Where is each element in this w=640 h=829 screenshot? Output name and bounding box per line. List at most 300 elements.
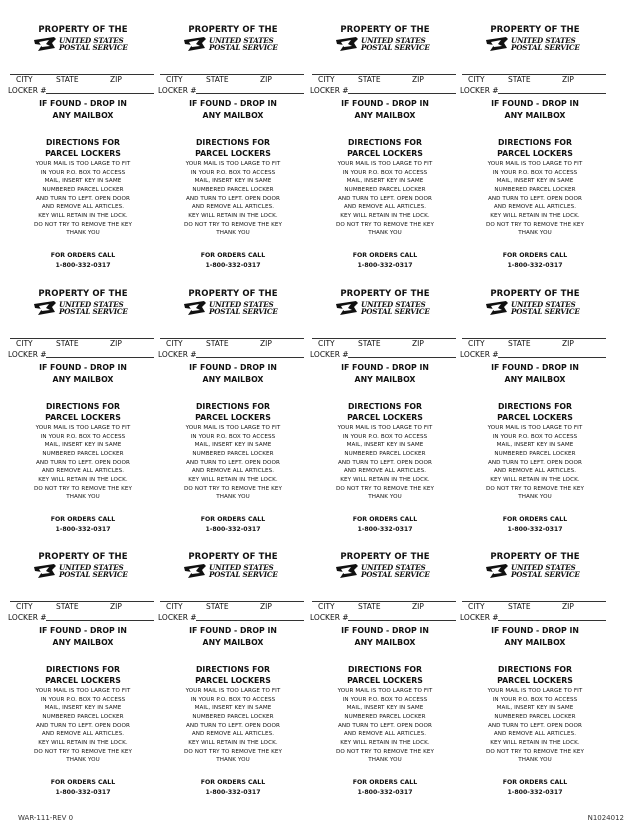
usps-logo xyxy=(34,563,132,579)
usps-logo xyxy=(184,36,282,52)
order-info xyxy=(310,778,460,798)
body-line: DO NOT TRY TO REMOVE THE KEY xyxy=(183,221,283,228)
zip-label: ZIP xyxy=(260,75,272,84)
if-found-line-2: ANY MAILBOX xyxy=(504,375,566,384)
eagle-icon xyxy=(486,301,508,315)
logo-line-2: POSTAL SERVICE xyxy=(209,307,278,316)
logo-line-1: UNITED STATES xyxy=(361,300,426,309)
parcel-locker-tag xyxy=(8,552,158,814)
order-label: FOR ORDERS CALL xyxy=(200,252,266,259)
city-state-zip-labels xyxy=(310,339,460,349)
directions-body xyxy=(310,160,460,238)
city-label: CITY xyxy=(468,602,485,611)
body-line: KEY WILL RETAIN IN THE LOCK. xyxy=(340,739,430,746)
locker-label: LOCKER # xyxy=(158,613,197,622)
city-label: CITY xyxy=(16,339,33,348)
locker-label: LOCKER # xyxy=(460,86,499,95)
body-line: THANK YOU xyxy=(368,494,402,501)
directions-heading xyxy=(310,664,460,686)
zip-label: ZIP xyxy=(412,602,424,611)
directions-body xyxy=(158,160,308,238)
city-label: CITY xyxy=(318,602,335,611)
city-label: CITY xyxy=(468,75,485,84)
locker-underline xyxy=(498,620,606,621)
body-line: KEY WILL RETAIN IN THE LOCK. xyxy=(38,212,128,219)
directions-heading xyxy=(8,401,158,423)
eagle-icon xyxy=(184,37,206,51)
state-label: STATE xyxy=(56,602,79,611)
body-line: YOUR MAIL IS TOO LARGE TO FIT xyxy=(337,425,433,431)
body-line: DO NOT TRY TO REMOVE THE KEY xyxy=(335,485,435,492)
directions-line-2: PARCEL LOCKERS xyxy=(497,413,573,422)
body-line: IN YOUR P.O. BOX TO ACCESS xyxy=(190,696,276,703)
body-line: THANK YOU xyxy=(66,757,100,764)
logo-line-1: UNITED STATES xyxy=(209,563,274,572)
if-found-notice xyxy=(460,625,610,649)
if-found-notice xyxy=(158,625,308,649)
logo-line-2: POSTAL SERVICE xyxy=(59,43,128,52)
order-info xyxy=(310,251,460,271)
body-line: NUMBERED PARCEL LOCKER xyxy=(192,186,274,193)
body-line: THANK YOU xyxy=(368,230,402,237)
body-line: IN YOUR P.O. BOX TO ACCESS xyxy=(492,696,578,703)
parcel-locker-tag xyxy=(158,25,308,287)
body-line: NUMBERED PARCEL LOCKER xyxy=(192,713,274,720)
logo-line-1: UNITED STATES xyxy=(209,300,274,309)
directions-body xyxy=(460,160,610,238)
body-line: YOUR MAIL IS TOO LARGE TO FIT xyxy=(487,688,583,694)
order-phone: 1-800-332-0317 xyxy=(205,262,261,269)
body-line: KEY WILL RETAIN IN THE LOCK. xyxy=(490,476,580,483)
locker-underline xyxy=(196,620,304,621)
body-line: DO NOT TRY TO REMOVE THE KEY xyxy=(335,748,435,755)
locker-underline xyxy=(46,93,154,94)
if-found-line-2: ANY MAILBOX xyxy=(354,375,416,384)
body-line: AND REMOVE ALL ARTICLES. xyxy=(343,731,427,738)
order-phone: 1-800-332-0317 xyxy=(507,789,563,796)
body-line: AND REMOVE ALL ARTICLES. xyxy=(41,731,125,738)
locker-underline xyxy=(498,357,606,358)
if-found-notice xyxy=(310,362,460,386)
directions-line-1: DIRECTIONS FOR xyxy=(45,138,121,147)
print-code: N1024012 xyxy=(587,814,624,822)
order-info xyxy=(460,778,610,798)
body-line: MAIL, INSERT KEY IN SAME xyxy=(346,442,424,449)
order-info xyxy=(310,515,460,535)
usps-logo xyxy=(184,563,282,579)
city-label: CITY xyxy=(468,339,485,348)
usps-logo xyxy=(336,300,434,316)
directions-body xyxy=(310,687,460,765)
parcel-locker-tag xyxy=(158,552,308,814)
body-line: IN YOUR P.O. BOX TO ACCESS xyxy=(342,696,428,703)
body-line: AND TURN TO LEFT. OPEN DOOR xyxy=(487,459,583,466)
if-found-line-1: IF FOUND - DROP IN xyxy=(189,363,277,372)
order-label: FOR ORDERS CALL xyxy=(200,516,266,523)
logo-line-1: UNITED STATES xyxy=(59,563,124,572)
directions-line-1: DIRECTIONS FOR xyxy=(347,138,423,147)
body-line: YOUR MAIL IS TOO LARGE TO FIT xyxy=(35,161,131,167)
body-line: YOUR MAIL IS TOO LARGE TO FIT xyxy=(487,161,583,167)
body-line: AND TURN TO LEFT. OPEN DOOR xyxy=(35,459,131,466)
body-line: AND TURN TO LEFT. OPEN DOOR xyxy=(185,459,281,466)
body-line: IN YOUR P.O. BOX TO ACCESS xyxy=(190,433,276,440)
locker-label: LOCKER # xyxy=(310,350,349,359)
directions-body xyxy=(158,424,308,502)
parcel-locker-tag xyxy=(8,25,158,287)
city-state-zip-labels xyxy=(8,75,158,85)
body-line: AND TURN TO LEFT. OPEN DOOR xyxy=(185,195,281,202)
order-info xyxy=(158,778,308,798)
city-label: CITY xyxy=(318,75,335,84)
body-line: THANK YOU xyxy=(66,230,100,237)
if-found-line-1: IF FOUND - DROP IN xyxy=(39,99,127,108)
property-label: PROPERTY OF THE xyxy=(38,25,128,35)
if-found-notice xyxy=(8,625,158,649)
eagle-icon xyxy=(486,37,508,51)
body-line: NUMBERED PARCEL LOCKER xyxy=(42,186,124,193)
body-line: AND TURN TO LEFT. OPEN DOOR xyxy=(487,195,583,202)
body-line: KEY WILL RETAIN IN THE LOCK. xyxy=(490,739,580,746)
body-line: IN YOUR P.O. BOX TO ACCESS xyxy=(492,433,578,440)
directions-line-1: DIRECTIONS FOR xyxy=(497,402,573,411)
state-label: STATE xyxy=(56,339,79,348)
city-label: CITY xyxy=(16,75,33,84)
order-phone: 1-800-332-0317 xyxy=(357,262,413,269)
body-line: KEY WILL RETAIN IN THE LOCK. xyxy=(188,476,278,483)
body-line: IN YOUR P.O. BOX TO ACCESS xyxy=(492,169,578,176)
if-found-line-1: IF FOUND - DROP IN xyxy=(491,626,579,635)
body-line: AND TURN TO LEFT. OPEN DOOR xyxy=(337,459,433,466)
locker-label: LOCKER # xyxy=(8,350,47,359)
directions-line-2: PARCEL LOCKERS xyxy=(347,149,423,158)
body-line: YOUR MAIL IS TOO LARGE TO FIT xyxy=(35,688,131,694)
body-line: MAIL, INSERT KEY IN SAME xyxy=(346,178,424,185)
body-line: AND REMOVE ALL ARTICLES. xyxy=(41,468,125,475)
directions-body xyxy=(460,687,610,765)
directions-line-2: PARCEL LOCKERS xyxy=(45,149,121,158)
property-label: PROPERTY OF THE xyxy=(340,289,430,299)
state-label: STATE xyxy=(508,602,531,611)
body-line: THANK YOU xyxy=(368,757,402,764)
logo-line-2: POSTAL SERVICE xyxy=(361,43,430,52)
order-label: FOR ORDERS CALL xyxy=(200,779,266,786)
city-state-zip-labels xyxy=(310,602,460,612)
city-state-zip-labels xyxy=(310,75,460,85)
if-found-line-1: IF FOUND - DROP IN xyxy=(341,363,429,372)
property-label: PROPERTY OF THE xyxy=(188,552,278,562)
body-line: DO NOT TRY TO REMOVE THE KEY xyxy=(33,221,133,228)
body-line: IN YOUR P.O. BOX TO ACCESS xyxy=(40,433,126,440)
order-info xyxy=(158,515,308,535)
city-label: CITY xyxy=(16,602,33,611)
body-line: AND TURN TO LEFT. OPEN DOOR xyxy=(487,722,583,729)
zip-label: ZIP xyxy=(110,602,122,611)
eagle-icon xyxy=(34,37,56,51)
body-line: DO NOT TRY TO REMOVE THE KEY xyxy=(33,748,133,755)
body-line: THANK YOU xyxy=(216,757,250,764)
locker-underline xyxy=(348,93,456,94)
directions-heading xyxy=(8,664,158,686)
body-line: NUMBERED PARCEL LOCKER xyxy=(42,713,124,720)
locker-underline xyxy=(46,357,154,358)
body-line: DO NOT TRY TO REMOVE THE KEY xyxy=(335,221,435,228)
order-info xyxy=(158,251,308,271)
city-label: CITY xyxy=(166,339,183,348)
directions-heading xyxy=(158,401,308,423)
order-phone: 1-800-332-0317 xyxy=(55,526,111,533)
body-line: KEY WILL RETAIN IN THE LOCK. xyxy=(340,212,430,219)
if-found-notice xyxy=(310,98,460,122)
body-line: MAIL, INSERT KEY IN SAME xyxy=(346,705,424,712)
directions-heading xyxy=(460,137,610,159)
locker-label: LOCKER # xyxy=(460,613,499,622)
body-line: AND REMOVE ALL ARTICLES. xyxy=(493,468,577,475)
body-line: KEY WILL RETAIN IN THE LOCK. xyxy=(38,476,128,483)
property-label: PROPERTY OF THE xyxy=(38,552,128,562)
if-found-notice xyxy=(158,98,308,122)
body-line: YOUR MAIL IS TOO LARGE TO FIT xyxy=(185,161,281,167)
body-line: NUMBERED PARCEL LOCKER xyxy=(344,450,426,457)
directions-heading xyxy=(310,401,460,423)
state-label: STATE xyxy=(206,75,229,84)
usps-logo xyxy=(336,36,434,52)
body-line: THANK YOU xyxy=(216,230,250,237)
directions-body xyxy=(158,687,308,765)
order-phone: 1-800-332-0317 xyxy=(205,526,261,533)
usps-logo xyxy=(336,563,434,579)
body-line: THANK YOU xyxy=(216,494,250,501)
body-line: THANK YOU xyxy=(518,230,552,237)
state-label: STATE xyxy=(206,602,229,611)
if-found-line-1: IF FOUND - DROP IN xyxy=(491,363,579,372)
body-line: KEY WILL RETAIN IN THE LOCK. xyxy=(490,212,580,219)
zip-label: ZIP xyxy=(110,339,122,348)
if-found-line-2: ANY MAILBOX xyxy=(52,111,114,120)
if-found-line-2: ANY MAILBOX xyxy=(504,638,566,647)
state-label: STATE xyxy=(358,75,381,84)
body-line: AND TURN TO LEFT. OPEN DOOR xyxy=(35,195,131,202)
city-state-zip-labels xyxy=(158,75,308,85)
directions-line-1: DIRECTIONS FOR xyxy=(195,665,271,674)
order-phone: 1-800-332-0317 xyxy=(55,789,111,796)
state-label: STATE xyxy=(358,602,381,611)
property-label: PROPERTY OF THE xyxy=(490,25,580,35)
city-state-zip-labels xyxy=(460,339,610,349)
eagle-icon xyxy=(486,564,508,578)
order-label: FOR ORDERS CALL xyxy=(352,779,418,786)
body-line: DO NOT TRY TO REMOVE THE KEY xyxy=(183,485,283,492)
body-line: MAIL, INSERT KEY IN SAME xyxy=(496,705,574,712)
if-found-line-2: ANY MAILBOX xyxy=(52,638,114,647)
usps-logo xyxy=(184,300,282,316)
if-found-line-2: ANY MAILBOX xyxy=(202,111,264,120)
directions-heading xyxy=(310,137,460,159)
order-phone: 1-800-332-0317 xyxy=(55,262,111,269)
directions-line-1: DIRECTIONS FOR xyxy=(195,402,271,411)
zip-label: ZIP xyxy=(562,75,574,84)
order-label: FOR ORDERS CALL xyxy=(50,779,116,786)
parcel-locker-tag xyxy=(158,289,308,551)
body-line: AND REMOVE ALL ARTICLES. xyxy=(493,204,577,211)
directions-heading xyxy=(460,401,610,423)
directions-line-1: DIRECTIONS FOR xyxy=(497,665,573,674)
locker-label: LOCKER # xyxy=(310,86,349,95)
parcel-locker-tag xyxy=(310,552,460,814)
city-state-zip-labels xyxy=(158,339,308,349)
eagle-icon xyxy=(34,301,56,315)
zip-label: ZIP xyxy=(562,602,574,611)
if-found-notice xyxy=(310,625,460,649)
logo-line-1: UNITED STATES xyxy=(361,563,426,572)
directions-heading xyxy=(8,137,158,159)
body-line: MAIL, INSERT KEY IN SAME xyxy=(496,442,574,449)
body-line: AND TURN TO LEFT. OPEN DOOR xyxy=(35,722,131,729)
eagle-icon xyxy=(184,301,206,315)
logo-line-2: POSTAL SERVICE xyxy=(361,307,430,316)
if-found-line-2: ANY MAILBOX xyxy=(354,111,416,120)
order-label: FOR ORDERS CALL xyxy=(502,252,568,259)
locker-underline xyxy=(46,620,154,621)
order-info xyxy=(460,251,610,271)
if-found-line-1: IF FOUND - DROP IN xyxy=(341,99,429,108)
directions-line-2: PARCEL LOCKERS xyxy=(195,413,271,422)
directions-line-2: PARCEL LOCKERS xyxy=(195,676,271,685)
body-line: DO NOT TRY TO REMOVE THE KEY xyxy=(485,221,585,228)
logo-line-1: UNITED STATES xyxy=(59,300,124,309)
logo-line-1: UNITED STATES xyxy=(361,36,426,45)
parcel-locker-tag xyxy=(310,289,460,551)
property-label: PROPERTY OF THE xyxy=(340,552,430,562)
parcel-locker-tag xyxy=(460,25,610,287)
order-info xyxy=(8,515,158,535)
if-found-line-1: IF FOUND - DROP IN xyxy=(341,626,429,635)
logo-line-1: UNITED STATES xyxy=(511,300,576,309)
directions-line-1: DIRECTIONS FOR xyxy=(45,665,121,674)
property-label: PROPERTY OF THE xyxy=(188,25,278,35)
order-phone: 1-800-332-0317 xyxy=(205,789,261,796)
locker-underline xyxy=(498,93,606,94)
city-label: CITY xyxy=(318,339,335,348)
body-line: IN YOUR P.O. BOX TO ACCESS xyxy=(190,169,276,176)
zip-label: ZIP xyxy=(260,602,272,611)
logo-line-2: POSTAL SERVICE xyxy=(511,570,580,579)
directions-line-2: PARCEL LOCKERS xyxy=(45,413,121,422)
body-line: AND TURN TO LEFT. OPEN DOOR xyxy=(337,722,433,729)
if-found-notice xyxy=(8,362,158,386)
usps-logo xyxy=(34,300,132,316)
property-label: PROPERTY OF THE xyxy=(38,289,128,299)
body-line: AND TURN TO LEFT. OPEN DOOR xyxy=(185,722,281,729)
city-state-zip-labels xyxy=(8,602,158,612)
state-label: STATE xyxy=(358,339,381,348)
order-label: FOR ORDERS CALL xyxy=(352,516,418,523)
body-line: KEY WILL RETAIN IN THE LOCK. xyxy=(188,739,278,746)
order-phone: 1-800-332-0317 xyxy=(357,789,413,796)
eagle-icon xyxy=(34,564,56,578)
locker-underline xyxy=(348,620,456,621)
logo-line-2: POSTAL SERVICE xyxy=(511,43,580,52)
body-line: MAIL, INSERT KEY IN SAME xyxy=(44,705,122,712)
body-line: DO NOT TRY TO REMOVE THE KEY xyxy=(485,748,585,755)
body-line: MAIL, INSERT KEY IN SAME xyxy=(44,442,122,449)
property-label: PROPERTY OF THE xyxy=(340,25,430,35)
eagle-icon xyxy=(184,564,206,578)
body-line: AND REMOVE ALL ARTICLES. xyxy=(343,204,427,211)
if-found-line-2: ANY MAILBOX xyxy=(354,638,416,647)
body-line: YOUR MAIL IS TOO LARGE TO FIT xyxy=(337,688,433,694)
if-found-notice xyxy=(460,98,610,122)
logo-line-1: UNITED STATES xyxy=(59,36,124,45)
order-info xyxy=(8,778,158,798)
body-line: THANK YOU xyxy=(66,494,100,501)
locker-underline xyxy=(348,357,456,358)
zip-label: ZIP xyxy=(412,339,424,348)
directions-line-1: DIRECTIONS FOR xyxy=(45,402,121,411)
logo-line-1: UNITED STATES xyxy=(511,36,576,45)
zip-label: ZIP xyxy=(412,75,424,84)
if-found-line-1: IF FOUND - DROP IN xyxy=(39,626,127,635)
directions-line-2: PARCEL LOCKERS xyxy=(45,676,121,685)
directions-body xyxy=(310,424,460,502)
parcel-locker-tag xyxy=(310,25,460,287)
locker-label: LOCKER # xyxy=(310,613,349,622)
body-line: NUMBERED PARCEL LOCKER xyxy=(344,713,426,720)
logo-line-2: POSTAL SERVICE xyxy=(209,43,278,52)
parcel-locker-tag xyxy=(8,289,158,551)
zip-label: ZIP xyxy=(260,339,272,348)
state-label: STATE xyxy=(56,75,79,84)
parcel-locker-tag xyxy=(460,289,610,551)
logo-line-2: POSTAL SERVICE xyxy=(209,570,278,579)
body-line: YOUR MAIL IS TOO LARGE TO FIT xyxy=(337,161,433,167)
body-line: AND REMOVE ALL ARTICLES. xyxy=(343,468,427,475)
usps-logo xyxy=(34,36,132,52)
body-line: AND REMOVE ALL ARTICLES. xyxy=(191,731,275,738)
body-line: AND TURN TO LEFT. OPEN DOOR xyxy=(337,195,433,202)
zip-label: ZIP xyxy=(110,75,122,84)
parcel-locker-tag xyxy=(460,552,610,814)
property-label: PROPERTY OF THE xyxy=(490,289,580,299)
locker-label: LOCKER # xyxy=(460,350,499,359)
city-state-zip-labels xyxy=(158,602,308,612)
state-label: STATE xyxy=(206,339,229,348)
body-line: IN YOUR P.O. BOX TO ACCESS xyxy=(342,433,428,440)
body-line: MAIL, INSERT KEY IN SAME xyxy=(194,178,272,185)
body-line: KEY WILL RETAIN IN THE LOCK. xyxy=(340,476,430,483)
directions-heading xyxy=(460,664,610,686)
directions-line-1: DIRECTIONS FOR xyxy=(347,665,423,674)
if-found-line-1: IF FOUND - DROP IN xyxy=(491,99,579,108)
locker-label: LOCKER # xyxy=(158,86,197,95)
body-line: KEY WILL RETAIN IN THE LOCK. xyxy=(188,212,278,219)
directions-body xyxy=(8,424,158,502)
order-label: FOR ORDERS CALL xyxy=(50,252,116,259)
zip-label: ZIP xyxy=(562,339,574,348)
logo-line-1: UNITED STATES xyxy=(209,36,274,45)
body-line: YOUR MAIL IS TOO LARGE TO FIT xyxy=(185,688,281,694)
body-line: DO NOT TRY TO REMOVE THE KEY xyxy=(33,485,133,492)
order-info xyxy=(8,251,158,271)
directions-line-2: PARCEL LOCKERS xyxy=(347,413,423,422)
city-state-zip-labels xyxy=(460,75,610,85)
body-line: AND REMOVE ALL ARTICLES. xyxy=(41,204,125,211)
body-line: MAIL, INSERT KEY IN SAME xyxy=(194,705,272,712)
directions-line-1: DIRECTIONS FOR xyxy=(195,138,271,147)
if-found-line-1: IF FOUND - DROP IN xyxy=(189,626,277,635)
city-label: CITY xyxy=(166,75,183,84)
logo-line-2: POSTAL SERVICE xyxy=(511,307,580,316)
